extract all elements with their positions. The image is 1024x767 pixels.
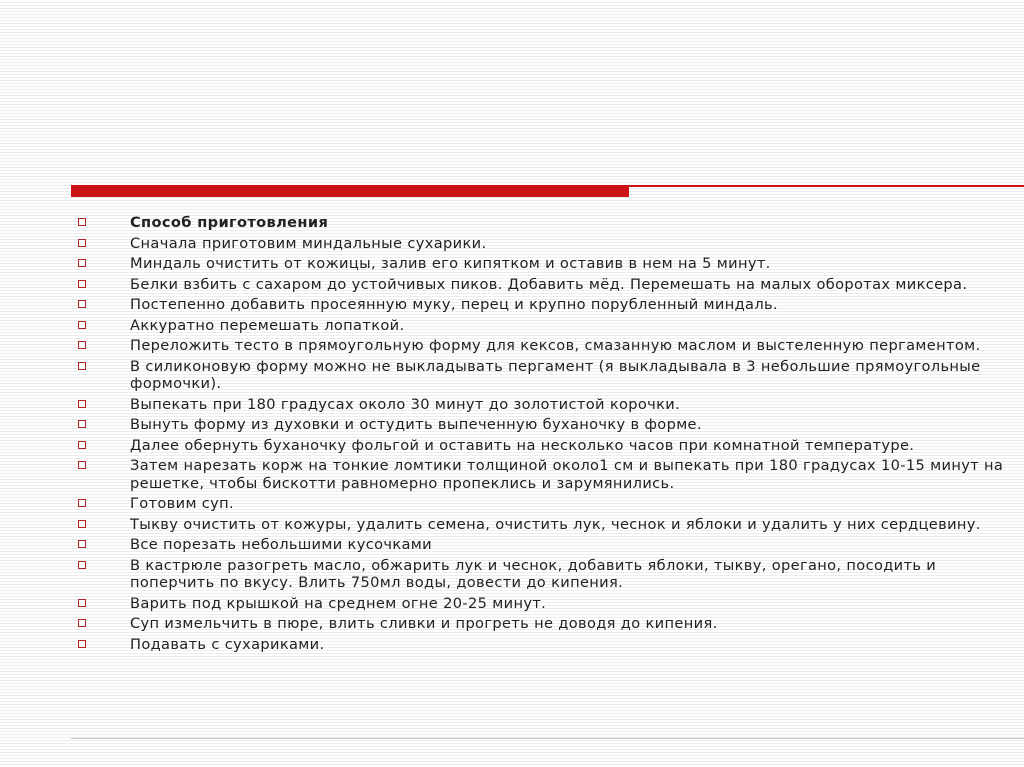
hollow-square-bullet-icon (78, 300, 86, 308)
hollow-square-bullet-icon (78, 239, 86, 247)
hollow-square-bullet-icon (78, 280, 86, 288)
hollow-square-bullet-icon (78, 400, 86, 408)
step-text: Переложить тесто в прямоугольную форму для кексов, смазанную маслом и выстеленную пергаментом. (130, 337, 981, 354)
step-text: Миндаль очистить от кожицы, залив его кипятком и оставив в нем на 5 минут. (130, 255, 771, 272)
list-item (78, 636, 1013, 654)
hollow-square-bullet-icon (78, 420, 86, 428)
hollow-square-bullet-icon (78, 520, 86, 528)
list-item (78, 396, 1013, 414)
step-text: Варить под крышкой на среднем огне 20-25 минут. (130, 594, 547, 612)
list-item (78, 337, 1013, 355)
accent-bar (71, 185, 629, 197)
step-text: Белки взбить с сахаром до устойчивых пиков. Добавить мёд. Перемешать на малых оборотах миксера. (130, 275, 968, 293)
list-item (78, 276, 1013, 294)
list-item (78, 317, 1013, 335)
list-item (78, 595, 1013, 613)
step-text: Сначала приготовим миндальные сухарики. (130, 234, 487, 252)
hollow-square-bullet-icon (78, 540, 86, 548)
hollow-square-bullet-icon (78, 599, 86, 607)
hollow-square-bullet-icon (78, 341, 86, 349)
step-text: В силиконовую форму можно не выкладывать пергамент (я выкладывала в 3 небольшие прямоугольные формочки). (130, 357, 981, 392)
list-item (78, 516, 1013, 534)
hollow-square-bullet-icon (78, 619, 86, 627)
step-text: Все порезать небольшими кусочками (130, 536, 432, 553)
list-item (78, 457, 1013, 492)
list-item (78, 615, 1013, 633)
section-heading (78, 214, 1013, 232)
hollow-square-bullet-icon (78, 259, 86, 267)
list-item (78, 416, 1013, 434)
step-text: В кастрюле разогреть масло, обжарить лук и чеснок, добавить яблоки, тыкву, орегано, посодить и поперчить по вкусу. Влить 750мл воды, довести до кипения. (130, 556, 937, 591)
list-item (78, 495, 1013, 513)
list-item (78, 536, 1013, 554)
list-item (78, 235, 1013, 253)
accent-line (629, 185, 1024, 187)
step-text: Вынуть форму из духовки и остудить выпеченную буханочку в форме. (130, 416, 702, 433)
step-text: Постепенно добавить просеянную муку, перец и крупно порубленный миндаль. (130, 296, 778, 313)
hollow-square-bullet-icon (78, 321, 86, 329)
step-text: Затем нарезать корж на тонкие ломтики толщиной около1 см и выпекать при 180 градусах 10-15 минут на решетке, чтобы бискотти равномерно пропеклись и зарумянились. (130, 457, 1004, 492)
list-item (78, 358, 1013, 393)
hollow-square-bullet-icon (78, 499, 86, 507)
step-text: Аккуратно перемешать лопаткой. (130, 316, 405, 334)
recipe-steps-list (78, 214, 1013, 656)
step-text: Выпекать при 180 градусах около 30 минут до золотистой корочки. (130, 395, 681, 413)
hollow-square-bullet-icon (78, 441, 86, 449)
list-item (78, 296, 1013, 314)
hollow-square-bullet-icon (78, 561, 86, 569)
hollow-square-bullet-icon (78, 362, 86, 370)
step-text: Готовим суп. (130, 495, 235, 512)
section-title: Способ приготовления (130, 214, 329, 231)
hollow-square-bullet-icon (78, 218, 86, 226)
list-item (78, 255, 1013, 273)
bottom-rule (71, 738, 1024, 739)
step-text: Далее обернуть буханочку фольгой и оставить на несколько часов при комнатной температуре. (130, 436, 915, 454)
step-text: Подавать с сухариками. (130, 635, 325, 653)
step-text: Тыкву очистить от кожуры, удалить семена, очистить лук, чеснок и яблоки и удалить у них сердцевину. (130, 515, 981, 533)
hollow-square-bullet-icon (78, 461, 86, 469)
list-item (78, 437, 1013, 455)
step-text: Суп измельчить в пюре, влить сливки и прогреть не доводя до кипения. (130, 615, 718, 632)
list-item (78, 557, 1013, 592)
hollow-square-bullet-icon (78, 640, 86, 648)
